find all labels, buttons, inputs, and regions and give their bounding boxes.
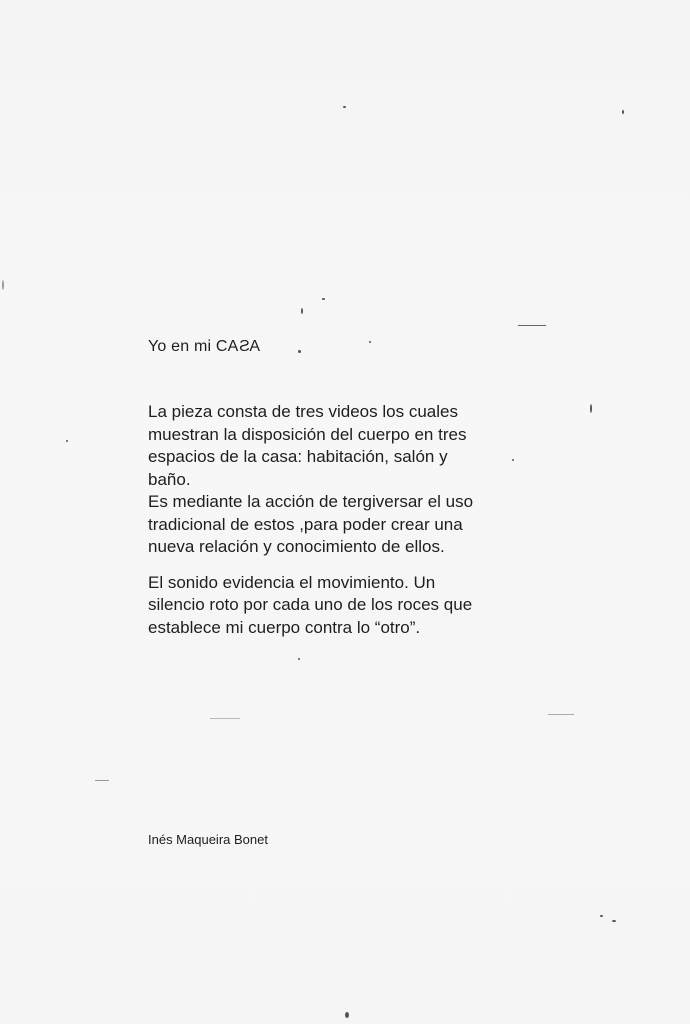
- scan-speck: [622, 110, 624, 114]
- text-line: La pieza consta de tres videos los cuales: [148, 402, 458, 421]
- text-line: El sonido evidencia el movimiento. Un: [148, 572, 436, 592]
- page-title: [148, 338, 260, 356]
- body-text: [148, 401, 548, 639]
- paragraph-1: [148, 401, 548, 491]
- title-text-end: A: [249, 338, 261, 355]
- scan-speck: [612, 920, 616, 922]
- text-line: nueva relación y conocimiento de ellos.: [148, 537, 445, 556]
- scan-speck: [345, 1012, 349, 1018]
- paragraph-3: [148, 572, 548, 640]
- text-line: muestran la disposición del cuerpo en tres: [148, 424, 467, 444]
- scan-speck: [298, 350, 301, 353]
- scan-speck: [298, 658, 300, 660]
- title-mirrored-letter: S: [238, 338, 250, 355]
- scan-speck: [2, 280, 4, 290]
- scan-speck: [369, 341, 371, 343]
- scan-speck: [322, 298, 325, 300]
- scan-streak: [95, 780, 109, 781]
- text-line: Es mediante la acción de tergiversar el uso: [148, 492, 474, 511]
- paragraph-2: [148, 491, 548, 559]
- title-text-start: Yo en mi CA: [148, 338, 239, 355]
- scan-speck: [343, 106, 346, 108]
- scan-streak: [210, 718, 240, 719]
- scan-streak: [518, 325, 546, 326]
- text-line: baño.: [148, 469, 191, 489]
- scan-streak: [548, 714, 574, 715]
- text-line: tradicional de estos ,para poder crear una: [148, 514, 463, 534]
- scan-speck: [590, 404, 592, 413]
- text-line: espacios de la casa: habitación, salón y: [148, 447, 448, 466]
- text-line: silencio roto por cada uno de los roces que: [148, 595, 473, 614]
- scan-speck: [66, 440, 68, 442]
- author-name: Inés Maqueira Bonet: [148, 832, 268, 847]
- scan-speck: [600, 915, 603, 917]
- text-line: establece mi cuerpo contra lo “otro”.: [148, 617, 421, 637]
- scan-speck: [301, 308, 303, 314]
